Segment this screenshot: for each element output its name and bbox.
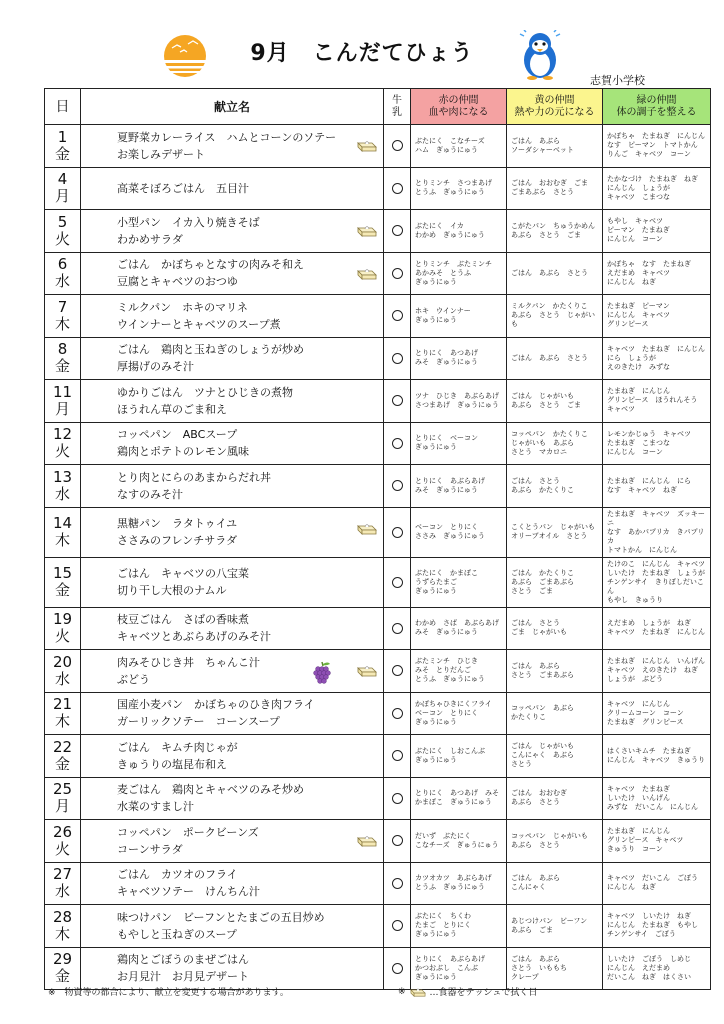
weekday: 月 — [54, 187, 70, 206]
yellow-group-cell: ごはん あぶら こんにゃく — [507, 862, 603, 905]
yellow-group-cell: ごはん じゃがいも こんにゃく あぶら さとう — [507, 735, 603, 778]
milk-cell — [384, 607, 411, 650]
milk-cell — [384, 380, 411, 423]
green-group-cell: たまねぎ にんじん グリンピース キャベツ きゅうり コーン — [603, 820, 711, 863]
day-number: 29 — [52, 950, 73, 969]
menu-cell — [81, 507, 384, 557]
menu-line-2: なすのみそ汁 — [117, 487, 183, 501]
menu-line-1: 高菜そぼろごはん 五目汁 — [117, 181, 249, 195]
yellow-group-cell: こがたパン ちゅうかめん あぶら さとう ごま — [507, 210, 603, 253]
milk-cell — [384, 862, 411, 905]
menu-cell — [81, 692, 384, 735]
menu-line-1: ミルクパン ホキのマリネ — [117, 300, 248, 314]
menu-cell — [81, 252, 384, 295]
milk-circle-icon — [392, 225, 403, 236]
menu-cell — [81, 820, 384, 863]
menu-cell — [81, 210, 384, 253]
yellow-group-cell: ごはん じゃがいも あぶら さとう ごま — [507, 380, 603, 423]
weekday: 水 — [54, 484, 70, 503]
weekday: 水 — [54, 272, 70, 291]
header-red-group: 赤の仲間 血や肉になる — [411, 89, 507, 125]
day-number: 8 — [57, 340, 68, 359]
menu-line-2: 厚揚げのみそ汁 — [117, 360, 194, 374]
day-number: 25 — [52, 780, 73, 799]
milk-circle-icon — [392, 878, 403, 889]
yellow-group-cell: ごはん おおむぎ あぶら さとう — [507, 777, 603, 820]
green-group-cell: キャベツ たまねぎ にんじん にら しょうが えのきたけ みずな — [603, 337, 711, 380]
red-group-cell: ホキ ウインナー ぎゅうにゅう — [411, 295, 507, 338]
day-number: 28 — [52, 907, 73, 926]
yellow-group-cell: ごはん あぶら さとう いももち クレープ — [507, 947, 603, 990]
table-row — [45, 507, 711, 557]
green-group-cell: たまねぎ にんじん にら なす キャベツ ねぎ — [603, 465, 711, 508]
menu-line-1: ゆかりごはん ツナとひじきの煮物 — [117, 385, 293, 399]
menu-cell — [81, 465, 384, 508]
red-group-cell: とりにく あぶらあげ みそ ぎゅうにゅう — [411, 465, 507, 508]
milk-circle-icon — [392, 920, 403, 931]
menu-line-1: ごはん かぼちゃとなすの肉みそ和え — [117, 258, 304, 272]
day-number: 7 — [57, 297, 68, 316]
day-cell — [45, 607, 81, 650]
milk-circle-icon — [392, 708, 403, 719]
table-row — [45, 692, 711, 735]
menu-line-2: ほうれん草のごま和え — [117, 402, 227, 416]
green-group-cell: キャベツ しいたけ ねぎ にんじん たまねぎ もやし チンゲンサイ ごぼう — [603, 905, 711, 948]
table-row — [45, 557, 711, 607]
green-group-cell: かぼちゃ なす たまねぎ えだまめ キャベツ にんじん ねぎ — [603, 252, 711, 295]
penguin-icon — [516, 30, 564, 80]
red-group-cell: とりミンチ ぶたミンチ あかみそ とうふ ぎゅうにゅう — [411, 252, 507, 295]
milk-circle-icon — [392, 577, 403, 588]
red-group-cell: カツオカツ あぶらあげ とうふ ぎゅうにゅう — [411, 862, 507, 905]
milk-cell — [384, 252, 411, 295]
day-cell — [45, 735, 81, 778]
yellow-group-cell: ごはん あぶら さとう ごまあぶら — [507, 650, 603, 693]
day-number: 14 — [52, 514, 73, 532]
menu-line-1: コッペパン ABCスープ — [117, 428, 238, 442]
menu-line-1: 夏野菜カレーライス ハムとコーンのソテー — [117, 130, 337, 144]
weekday: 火 — [54, 442, 70, 461]
menu-line-2: 鶏肉とポテトのレモン風味 — [117, 445, 249, 459]
milk-circle-icon — [392, 353, 403, 364]
header-milk: 牛 乳 — [384, 89, 411, 125]
milk-circle-icon — [392, 268, 403, 279]
green-group-cell: はくさいキムチ たまねぎ にんじん キャベツ きゅうり — [603, 735, 711, 778]
red-group-cell: ぶたにく イカ わかめ ぎゅうにゅう — [411, 210, 507, 253]
milk-cell — [384, 465, 411, 508]
weekday: 水 — [54, 669, 70, 688]
yellow-group-cell: こくとうパン じゃがいも オリーブオイル さとう — [507, 507, 603, 557]
weekday: 月 — [54, 797, 70, 816]
green-group-cell: えだまめ しょうが ねぎ キャベツ たまねぎ にんじん — [603, 607, 711, 650]
yellow-group-cell: ごはん あぶら さとう — [507, 252, 603, 295]
menu-cell — [81, 422, 384, 465]
header-day: 日 — [45, 89, 81, 125]
tissue-box-icon — [357, 521, 377, 535]
yellow-group-cell: コッペパン かたくりこ じゃがいも あぶら さとう マカロニ — [507, 422, 603, 465]
red-group-cell: とりにく あぶらあげ かつおぶし こんぶ ぎゅうにゅう — [411, 947, 507, 990]
tissue-box-icon — [410, 986, 426, 997]
table-row — [45, 252, 711, 295]
red-group-cell: とりミンチ さつまあげ とうふ ぎゅうにゅう — [411, 167, 507, 210]
table-row — [45, 947, 711, 990]
table-row — [45, 905, 711, 948]
green-group-cell: レモンかじゅう キャベツ たまねぎ こまつな にんじん コーン — [603, 422, 711, 465]
day-number: 27 — [52, 865, 73, 884]
legend-prefix: ※ — [398, 986, 406, 997]
page-header — [0, 0, 724, 90]
table-row — [45, 465, 711, 508]
milk-cell — [384, 295, 411, 338]
milk-cell — [384, 210, 411, 253]
green-group-cell: キャベツ たまねぎ しいたけ いんげん みずな だいこん にんじん — [603, 777, 711, 820]
weekday: 火 — [54, 229, 70, 248]
milk-circle-icon — [392, 480, 403, 491]
header-green-group: 緑の仲間 体の調子を整える — [603, 89, 711, 125]
day-number: 26 — [52, 822, 73, 841]
menu-line-2: わかめサラダ — [117, 232, 183, 246]
tissue-box-icon — [357, 223, 377, 237]
green-group-cell: たまねぎ にんじん グリンピース ほうれんそう キャベツ — [603, 380, 711, 423]
milk-cell — [384, 735, 411, 778]
table-row — [45, 777, 711, 820]
footer-note: ※ 物資等の都合により、献立を変更する場合があります。 — [48, 988, 289, 998]
day-cell — [45, 777, 81, 820]
table-row — [45, 125, 711, 168]
yellow-group-cell: コッペパン じゃがいも あぶら さとう — [507, 820, 603, 863]
header-menu: 献立名 — [81, 89, 384, 125]
menu-cell — [81, 777, 384, 820]
table-header-row — [45, 89, 711, 125]
yellow-group-cell: ごはん かたくりこ あぶら ごまあぶら さとう ごま — [507, 557, 603, 607]
day-cell — [45, 422, 81, 465]
red-group-cell: とりにく あつあげ みそ かまぼこ ぎゅうにゅう — [411, 777, 507, 820]
menu-line-1: 黒糖パン ラタトゥイユ — [117, 517, 238, 530]
milk-cell — [384, 167, 411, 210]
milk-circle-icon — [392, 963, 403, 974]
day-cell — [45, 125, 81, 168]
day-number: 4 — [57, 170, 68, 189]
grape-icon — [311, 660, 333, 686]
menu-cell — [81, 905, 384, 948]
weekday: 木 — [54, 924, 70, 943]
weekday: 火 — [54, 627, 70, 646]
milk-cell — [384, 905, 411, 948]
red-group-cell: わかめ さば あぶらあげ みそ ぎゅうにゅう — [411, 607, 507, 650]
weekday: 金 — [54, 357, 70, 376]
green-group-cell: たまねぎ キャベツ ズッキーニ なす あかパプリカ きパプリカ トマトかん にんじん — [603, 507, 711, 557]
day-number: 19 — [52, 610, 73, 629]
menu-cell — [81, 650, 384, 693]
yellow-group-cell: コッペパン あぶら かたくりこ — [507, 692, 603, 735]
day-number: 12 — [52, 425, 73, 444]
milk-circle-icon — [392, 750, 403, 761]
yellow-group-cell: ごはん あぶら ソーダシャーベット — [507, 125, 603, 168]
day-cell — [45, 905, 81, 948]
menu-line-1: ごはん 鶏肉と玉ねぎのしょうが炒め — [117, 343, 304, 357]
yellow-group-cell: ごはん あぶら さとう — [507, 337, 603, 380]
day-cell — [45, 650, 81, 693]
header-yellow-group: 黄の仲間 熱や力の元になる — [507, 89, 603, 125]
menu-cell — [81, 167, 384, 210]
yellow-group-cell: ごはん さとう ごま じゃがいも — [507, 607, 603, 650]
red-group-cell: ツナ ひじき あぶらあげ さつまあげ ぎゅうにゅう — [411, 380, 507, 423]
table-row — [45, 607, 711, 650]
green-group-cell: たまねぎ ピーマン にんじん キャベツ グリンピース — [603, 295, 711, 338]
day-number: 1 — [57, 127, 68, 146]
menu-line-1: ごはん カツオのフライ — [117, 868, 238, 882]
day-cell — [45, 820, 81, 863]
day-cell — [45, 507, 81, 557]
menu-line-1: 小型パン イカ入り焼きそば — [117, 215, 260, 229]
weekday: 金 — [54, 967, 70, 986]
tissue-box-icon — [357, 663, 377, 677]
menu-cell — [81, 337, 384, 380]
milk-cell — [384, 947, 411, 990]
weekday: 月 — [54, 399, 70, 418]
menu-cell — [81, 947, 384, 990]
green-group-cell: たかなづけ たまねぎ ねぎ にんじん しょうが キャベツ こまつな — [603, 167, 711, 210]
red-group-cell: かぼちゃひきにくフライ ベーコン とりにく ぎゅうにゅう — [411, 692, 507, 735]
menu-line-2: キャベツとあぶらあげのみそ汁 — [117, 630, 271, 644]
table-row — [45, 380, 711, 423]
yellow-group-cell: ごはん さとう あぶら かたくりこ — [507, 465, 603, 508]
day-number: 13 — [52, 467, 73, 486]
yellow-group-cell: あじつけパン ビーフン あぶら ごま — [507, 905, 603, 948]
menu-line-1: とり肉とにらのあまからだれ丼 — [117, 470, 271, 484]
menu-cell — [81, 557, 384, 607]
menu-line-2: コーンサラダ — [117, 842, 183, 856]
weekday: 金 — [54, 581, 70, 599]
red-group-cell: ぶたにく かまぼこ うずらたまご ぎゅうにゅう — [411, 557, 507, 607]
day-cell — [45, 167, 81, 210]
day-cell — [45, 862, 81, 905]
menu-cell — [81, 125, 384, 168]
milk-circle-icon — [392, 140, 403, 151]
milk-circle-icon — [392, 310, 403, 321]
tissue-box-icon — [357, 833, 377, 847]
menu-line-2: ウインナーとキャベツのスープ煮 — [117, 317, 281, 331]
menu-cell — [81, 735, 384, 778]
menu-line-2: お楽しみデザート — [117, 147, 205, 161]
milk-cell — [384, 777, 411, 820]
menu-line-2: キャベツソテー けんちん汁 — [117, 885, 260, 899]
menu-line-2: 豆腐とキャベツのおつゆ — [117, 275, 238, 289]
legend-text: …食器をテッシュで拭く日 — [429, 988, 538, 998]
red-group-cell: ベーコン とりにく ささみ ぎゅうにゅう — [411, 507, 507, 557]
milk-cell — [384, 820, 411, 863]
milk-circle-icon — [392, 527, 403, 538]
milk-cell — [384, 507, 411, 557]
red-group-cell: だいず ぶたにく こなチーズ ぎゅうにゅう — [411, 820, 507, 863]
tissue-box-icon — [357, 266, 377, 280]
menu-line-1: ごはん キムチ肉じゃが — [117, 740, 238, 754]
red-group-cell: ぶたにく しおこんぶ ぎゅうにゅう — [411, 735, 507, 778]
day-cell — [45, 337, 81, 380]
milk-cell — [384, 692, 411, 735]
milk-cell — [384, 557, 411, 607]
menu-table — [44, 88, 711, 990]
menu-line-2: きゅうりの塩昆布和え — [117, 757, 227, 771]
table-row — [45, 210, 711, 253]
green-group-cell: キャベツ にんじん クリームコーン コーン たまねぎ グリンピース — [603, 692, 711, 735]
menu-line-2: 水菜のすまし汁 — [117, 800, 194, 814]
day-cell — [45, 210, 81, 253]
menu-line-2: ガーリックソテー コーンスープ — [117, 715, 280, 729]
milk-cell — [384, 337, 411, 380]
weekday: 木 — [54, 531, 70, 549]
table-row — [45, 337, 711, 380]
menu-line-2: ささみのフレンチサラダ — [117, 534, 238, 547]
table-row — [45, 735, 711, 778]
day-number: 22 — [52, 737, 73, 756]
milk-circle-icon — [392, 438, 403, 449]
menu-line-1: 麦ごはん 鶏肉とキャベツのみそ炒め — [117, 783, 304, 797]
day-number: 11 — [52, 382, 73, 401]
weekday: 金 — [54, 144, 70, 163]
menu-line-1: 肉みそひじき丼 ちゃんこ汁 — [117, 655, 260, 669]
milk-cell — [384, 125, 411, 168]
menu-cell — [81, 862, 384, 905]
green-group-cell: キャベツ だいこん ごぼう にんじん ねぎ — [603, 862, 711, 905]
table-row — [45, 650, 711, 693]
menu-line-1: 枝豆ごはん さばの香味煮 — [117, 613, 249, 627]
menu-cell — [81, 380, 384, 423]
weekday: 水 — [54, 882, 70, 901]
table-row — [45, 167, 711, 210]
milk-circle-icon — [392, 835, 403, 846]
menu-line-2: お月見汁 お月見デザート — [117, 970, 249, 984]
day-number: 20 — [52, 652, 73, 671]
menu-cell — [81, 295, 384, 338]
milk-cell — [384, 422, 411, 465]
red-group-cell: ぶたにく ちくわ たまご とりにく ぎゅうにゅう — [411, 905, 507, 948]
milk-circle-icon — [392, 793, 403, 804]
red-group-cell: ぶたにく こなチーズ ハム ぎゅうにゅう — [411, 125, 507, 168]
day-number: 5 — [57, 212, 68, 231]
school-name: 志賀小学校 — [590, 74, 645, 87]
day-cell — [45, 947, 81, 990]
day-cell — [45, 557, 81, 607]
milk-circle-icon — [392, 183, 403, 194]
day-cell — [45, 295, 81, 338]
weekday: 木 — [54, 314, 70, 333]
footer-legend — [398, 985, 537, 998]
menu-line-1: 味つけパン ビーフンとたまごの五目炒め — [117, 910, 325, 924]
menu-line-1: 鶏肉とごぼうのまぜごはん — [117, 953, 249, 967]
menu-line-1: 国産小麦パン かぼちゃのひき肉フライ — [117, 698, 315, 712]
red-group-cell: とりにく ベーコン ぎゅうにゅう — [411, 422, 507, 465]
red-group-cell: とりにく あつあげ みそ ぎゅうにゅう — [411, 337, 507, 380]
table-row — [45, 422, 711, 465]
day-cell — [45, 465, 81, 508]
menu-line-2: ぶどう — [117, 672, 150, 686]
menu-line-1: コッペパン ポークビーンズ — [117, 825, 259, 839]
tissue-box-icon — [357, 138, 377, 152]
yellow-group-cell: ごはん おおむぎ ごま ごまあぶら さとう — [507, 167, 603, 210]
menu-cell — [81, 607, 384, 650]
day-number: 21 — [52, 695, 73, 714]
menu-line-2: 切り干し大根のナムル — [117, 584, 227, 597]
milk-circle-icon — [392, 623, 403, 634]
day-cell — [45, 380, 81, 423]
weekday: 金 — [54, 754, 70, 773]
day-number: 6 — [57, 255, 68, 274]
milk-circle-icon — [392, 395, 403, 406]
red-group-cell: ぶたミンチ ひじき みそ とりだんご とうふ ぎゅうにゅう — [411, 650, 507, 693]
green-group-cell: もやし キャベツ ピーマン たまねぎ にんじん コーン — [603, 210, 711, 253]
green-group-cell: たけのこ にんじん キャベツ しいたけ たまねぎ しょうが チンゲンサイ きりぼしだいこん もやし きゅうり — [603, 557, 711, 607]
milk-circle-icon — [392, 665, 403, 676]
weekday: 火 — [54, 839, 70, 858]
menu-line-1: ごはん キャベツの八宝菜 — [117, 567, 249, 580]
day-number: 15 — [52, 564, 73, 582]
green-group-cell: たまねぎ にんじん いんげん キャベツ えのきたけ ねぎ しょうが ぶどう — [603, 650, 711, 693]
table-row — [45, 820, 711, 863]
day-cell — [45, 252, 81, 295]
table-row — [45, 862, 711, 905]
table-row — [45, 295, 711, 338]
page-title: 9月 こんだてひょう — [250, 41, 474, 66]
milk-cell — [384, 650, 411, 693]
green-group-cell: しいたけ ごぼう しめじ にんじん えだまめ だいこん ねぎ はくさい — [603, 947, 711, 990]
day-cell — [45, 692, 81, 735]
green-group-cell: かぼちゃ たまねぎ にんじん なす ピーマン トマトかん りんご キャベツ コーン — [603, 125, 711, 168]
weekday: 木 — [54, 712, 70, 731]
menu-line-2: もやしと玉ねぎのスープ — [117, 927, 237, 941]
yellow-group-cell: ミルクパン かたくりこ あぶら さとう じゃがいも — [507, 295, 603, 338]
